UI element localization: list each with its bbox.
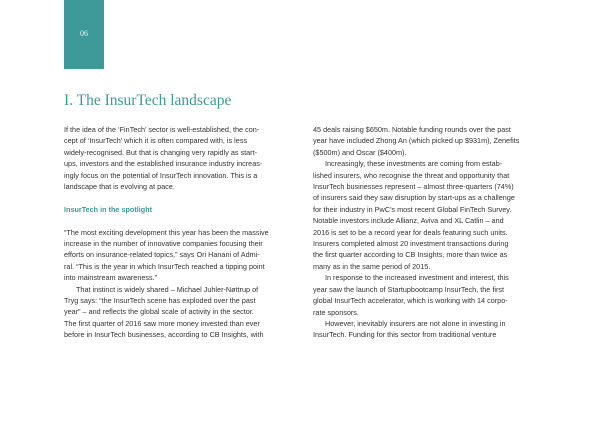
- body-line: of insurers said they saw disruption by start-ups as a challenge: [313, 193, 515, 203]
- body-line: before in InsurTech businesses, according to CB Insights, with: [64, 330, 264, 340]
- body-line: rate sponsors.: [313, 307, 359, 317]
- body-line: Increasingly, these investments are coming from estab-: [325, 159, 503, 169]
- body-line: efforts on insurance-related topics,” says Ori Hanani of Admi-: [64, 250, 260, 260]
- body-line: year” – and reflects the global scale of activity in the sector.: [64, 307, 254, 317]
- body-line: ral. “This is the year in which InsurTech reached a tipping point: [64, 261, 265, 271]
- body-line: global InsurTech accelerator, which is working with 14 corpo-: [313, 296, 508, 306]
- body-line: into mainstream awareness.”: [64, 273, 158, 283]
- body-line: 45 deals raising $650m. Notable funding rounds over the past: [313, 125, 511, 134]
- body-line: widely-recognised. But that is changing very rapidly as start-: [64, 147, 258, 157]
- right-column: [313, 124, 537, 341]
- section-title: I. The InsurTech landscape: [64, 92, 232, 109]
- body-line: landscape that is evolving at pace.: [64, 182, 175, 192]
- body-line: However, inevitably insurers are not alone in investing in: [325, 318, 506, 328]
- body-line: If the idea of the ‘FinTech’ sector is well-established, the con-: [64, 125, 260, 134]
- body-line: the first quarter according to CB Insights, more than twice as: [313, 250, 508, 260]
- body-line: for their industry in PwC’s most recent Global FinTech Survey.: [313, 204, 512, 214]
- body-line: lished insurers, who recognise the threat and opportunity that: [313, 170, 510, 180]
- body-line: That instinct is widely shared – Michael Juhler-Nøttrup of: [76, 284, 259, 294]
- body-line: ups, investors and the established insurance industry increas-: [64, 159, 263, 169]
- body-line: ingly focus on the potential of InsurTech innovation. This is a: [64, 170, 258, 180]
- body-line: Tryg says: “the InsurTech scene has exploded over the past: [64, 296, 256, 306]
- body-line: many as in the same period of 2015.: [313, 261, 431, 271]
- body-line: 2016 is set to be a record year for deals featuring such units.: [313, 227, 508, 237]
- body-line: Insurers completed almost 20 investment transactions during: [313, 239, 509, 249]
- body-line: InsurTech. Funding for this sector from traditional venture: [313, 330, 497, 340]
- body-line: ($500m) and Oscar ($400m).: [313, 147, 407, 157]
- body-line: Notable investors include Allianz, Aviva and XL Catlin – and: [313, 216, 504, 226]
- body-line: increase in the number of innovative companies focusing their: [64, 239, 263, 249]
- body-line: InsurTech businesses represent – almost three-quarters (74%): [313, 182, 514, 192]
- body-line: year have included Zhong An (which picked up $931m), Zenefits: [313, 136, 520, 146]
- page-number: 06: [80, 29, 88, 38]
- subheading: InsurTech in the spotlight: [64, 204, 153, 214]
- body-line: cept of ‘InsurTech’ which it is often compared with, is less: [64, 136, 248, 146]
- body-line: “The most exciting development this year has been the massive: [64, 227, 269, 237]
- body-line: year saw the launch of Startupbootcamp InsurTech, the first: [313, 284, 505, 294]
- page-number-tab: [64, 0, 104, 69]
- left-column: [64, 124, 288, 341]
- body-line: The first quarter of 2016 saw more money invested than ever: [64, 318, 260, 328]
- body-line: In response to the increased investment and interest, this: [325, 273, 509, 283]
